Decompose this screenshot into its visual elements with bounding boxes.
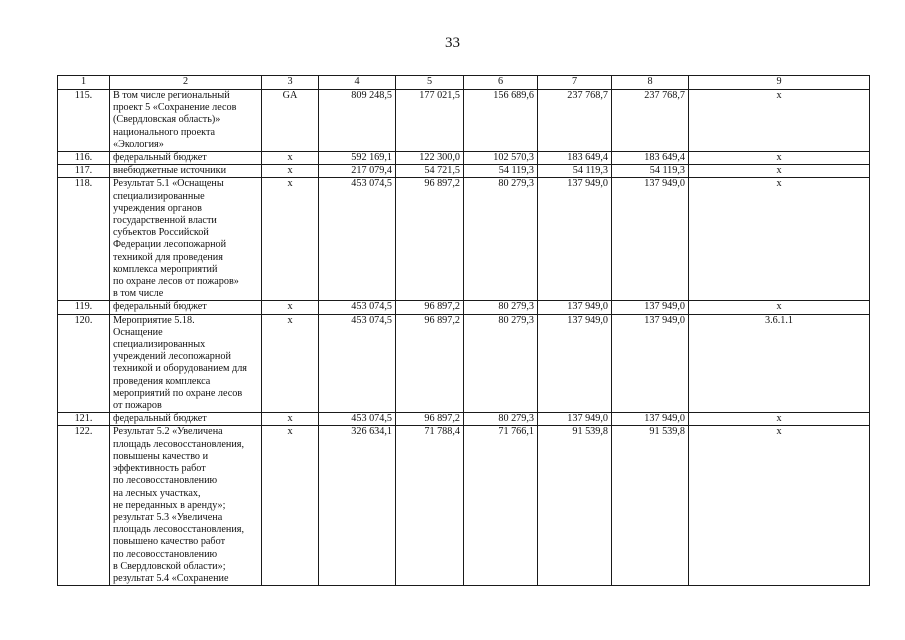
row-value-col8: 54 119,3 — [612, 165, 689, 178]
budget-table — [57, 75, 870, 586]
table-row — [58, 90, 870, 152]
row-value-col6: 80 279,3 — [464, 314, 538, 413]
row-target-ref: x — [689, 90, 870, 152]
row-value-col7: 54 119,3 — [538, 165, 612, 178]
row-value-col6: 80 279,3 — [464, 178, 538, 301]
table-header-row — [58, 76, 870, 90]
row-value-col5: 96 897,2 — [396, 301, 464, 314]
row-value-col8: 137 949,0 — [612, 413, 689, 426]
row-name: В том числе региональный проект 5 «Сохранение лесов (Свердловская область)» национального проекта «Экология» — [110, 90, 262, 152]
row-value-total: 453 074,5 — [319, 314, 396, 413]
page-number: 33 — [445, 35, 460, 51]
row-value-col7: 137 949,0 — [538, 314, 612, 413]
row-value-col5: 96 897,2 — [396, 314, 464, 413]
row-value-total: 326 634,1 — [319, 426, 396, 586]
column-header: 1 — [58, 76, 110, 90]
row-number: 121. — [58, 413, 110, 426]
row-value-total: 453 074,5 — [319, 178, 396, 301]
row-value-col7: 137 949,0 — [538, 178, 612, 301]
row-target-ref: x — [689, 152, 870, 165]
row-value-col5: 177 021,5 — [396, 90, 464, 152]
row-number: 118. — [58, 178, 110, 301]
table-row — [58, 301, 870, 314]
row-value-col8: 91 539,8 — [612, 426, 689, 586]
table-row — [58, 152, 870, 165]
row-value-col6: 80 279,3 — [464, 413, 538, 426]
row-value-col5: 96 897,2 — [396, 413, 464, 426]
column-header: 5 — [396, 76, 464, 90]
row-target-ref: x — [689, 413, 870, 426]
row-value-total: 453 074,5 — [319, 413, 396, 426]
column-header: 3 — [262, 76, 319, 90]
row-target-ref: x — [689, 301, 870, 314]
row-name: Мероприятие 5.18. Оснащение специализированных учреждений лесопожарной техникой и оборудованием для проведения комплекса мероприятий по охране лесов от пожаров — [110, 314, 262, 413]
row-target-ref: x — [689, 426, 870, 586]
row-code: x — [262, 301, 319, 314]
column-header: 2 — [110, 76, 262, 90]
row-number: 122. — [58, 426, 110, 586]
row-number: 119. — [58, 301, 110, 314]
table-row — [58, 426, 870, 586]
column-header: 9 — [689, 76, 870, 90]
row-value-total: 453 074,5 — [319, 301, 396, 314]
row-value-col8: 137 949,0 — [612, 314, 689, 413]
table-row — [58, 178, 870, 301]
row-target-ref: x — [689, 165, 870, 178]
row-target-ref: 3.6.1.1 — [689, 314, 870, 413]
row-value-col7: 91 539,8 — [538, 426, 612, 586]
table-row — [58, 314, 870, 413]
row-code: x — [262, 152, 319, 165]
row-value-col7: 137 949,0 — [538, 413, 612, 426]
row-code: GA — [262, 90, 319, 152]
row-code: x — [262, 165, 319, 178]
row-value-col8: 137 949,0 — [612, 178, 689, 301]
row-name: Результат 5.2 «Увеличена площадь лесовосстановления, повышены качество и эффективность работ по лесовосстановлению на лесных участках, не переданных в аренду»; результат 5.3 «Увеличена площадь лесовосстановления, повышено качество работ по лесовосстановлению в Свердловской области»; результат 5.4 «Сохранение — [110, 426, 262, 586]
row-code: x — [262, 413, 319, 426]
row-value-col7: 237 768,7 — [538, 90, 612, 152]
row-code: x — [262, 178, 319, 301]
row-value-col7: 137 949,0 — [538, 301, 612, 314]
row-value-col8: 137 949,0 — [612, 301, 689, 314]
row-value-col6: 156 689,6 — [464, 90, 538, 152]
row-value-col6: 54 119,3 — [464, 165, 538, 178]
row-name: внебюджетные источники — [110, 165, 262, 178]
row-value-col5: 54 721,5 — [396, 165, 464, 178]
table-row — [58, 165, 870, 178]
row-value-total: 809 248,5 — [319, 90, 396, 152]
row-value-total: 217 079,4 — [319, 165, 396, 178]
column-header: 6 — [464, 76, 538, 90]
row-value-col6: 80 279,3 — [464, 301, 538, 314]
row-value-col6: 102 570,3 — [464, 152, 538, 165]
row-name: Результат 5.1 «Оснащены специализированные учреждения органов государственной власти субъектов Российской Федерации лесопожарной техникой для проведения комплекса мероприятий по охране лесов от пожаров» в том числе — [110, 178, 262, 301]
table-row — [58, 413, 870, 426]
row-value-col8: 237 768,7 — [612, 90, 689, 152]
row-value-col8: 183 649,4 — [612, 152, 689, 165]
row-name: федеральный бюджет — [110, 152, 262, 165]
row-name: федеральный бюджет — [110, 301, 262, 314]
column-header: 4 — [319, 76, 396, 90]
row-name: федеральный бюджет — [110, 413, 262, 426]
row-number: 115. — [58, 90, 110, 152]
row-value-col6: 71 766,1 — [464, 426, 538, 586]
row-code: x — [262, 314, 319, 413]
row-target-ref: x — [689, 178, 870, 301]
row-value-total: 592 169,1 — [319, 152, 396, 165]
row-value-col5: 71 788,4 — [396, 426, 464, 586]
row-code: x — [262, 426, 319, 586]
row-number: 117. — [58, 165, 110, 178]
row-number: 116. — [58, 152, 110, 165]
row-value-col5: 122 300,0 — [396, 152, 464, 165]
row-value-col7: 183 649,4 — [538, 152, 612, 165]
row-number: 120. — [58, 314, 110, 413]
column-header: 8 — [612, 76, 689, 90]
column-header: 7 — [538, 76, 612, 90]
row-value-col5: 96 897,2 — [396, 178, 464, 301]
